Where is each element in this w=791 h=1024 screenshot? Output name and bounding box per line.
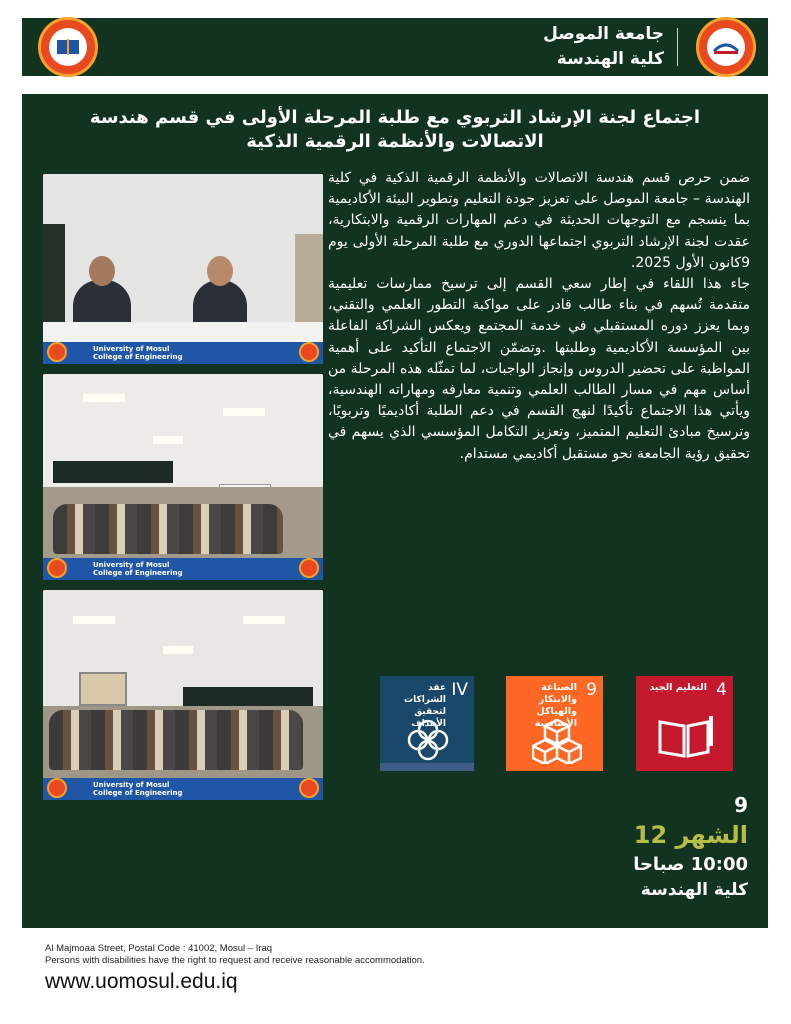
college-logo bbox=[696, 17, 756, 77]
photo-caption: University of Mosul College of Engineering bbox=[93, 345, 183, 361]
photo-banner bbox=[43, 558, 323, 580]
header-title-block bbox=[543, 22, 664, 72]
footer-address-block bbox=[45, 943, 425, 967]
book-icon bbox=[49, 28, 87, 66]
seal-icon bbox=[299, 778, 319, 798]
sdg-label: التعليم الجيد bbox=[649, 682, 707, 693]
event-place: كلية الهندسة bbox=[640, 880, 748, 900]
meeting-photo-1 bbox=[43, 174, 323, 364]
sdg-label: عقد الشراكات لتحقيق الأهداف bbox=[404, 683, 446, 729]
seal-icon bbox=[47, 342, 67, 362]
sdg-number: 4 bbox=[716, 680, 727, 700]
event-month: الشهر 12 bbox=[633, 821, 748, 849]
event-details bbox=[633, 792, 748, 902]
sdg-9-tile bbox=[506, 676, 603, 771]
seal-icon bbox=[47, 778, 67, 798]
photo-banner bbox=[43, 778, 323, 800]
university-logo bbox=[38, 17, 98, 77]
sdg-label: الصناعة والابتكار والهياكل الأساسية bbox=[534, 682, 577, 729]
cubes-icon bbox=[532, 718, 582, 764]
article-body bbox=[328, 168, 750, 465]
website-link[interactable]: www.uomosul.edu.iq bbox=[45, 970, 238, 993]
meeting-photo-3 bbox=[43, 590, 323, 800]
header-divider bbox=[677, 28, 678, 66]
sdg-17-tile bbox=[380, 676, 474, 771]
footer-address: Al Majmoaa Street, Postal Code : 41002, Mosul – Iraq bbox=[45, 943, 273, 954]
sdg-4-tile bbox=[636, 676, 733, 771]
header-bar bbox=[22, 18, 768, 76]
open-book-icon bbox=[656, 716, 716, 760]
sdg-number: 9 bbox=[586, 680, 597, 700]
article-title: اجتماع لجنة الإرشاد التربوي مع طلبة المرحلة الأولى في قسم هندسة الاتصالات والأنظمة الرقمية الذكية bbox=[89, 107, 701, 152]
partnership-flower-icon bbox=[406, 718, 450, 762]
photo-caption: University of Mosul College of Engineering bbox=[93, 781, 183, 797]
article-paragraph-1: ضمن حرص قسم هندسة الاتصالات والأنظمة الرقمية الذكية في كلية الهندسة – جامعة الموصل على تعزيز جودة التعليم وتطوير البيئة الأكاديمية بما ينسجم مع التوجهات الحديثة في دعم المهارات الرقمية والابتكارية، عقدت لجنة الإرشاد التربوي اجتماعها الدوري مع طلبة المرحلة الأولى يوم 9كانون الأول 2025. bbox=[328, 170, 750, 271]
event-time: 10:00 صباحا bbox=[633, 854, 748, 875]
photo-caption: University of Mosul College of Engineering bbox=[93, 561, 183, 577]
seal-icon bbox=[299, 342, 319, 362]
sdg-number: IV bbox=[451, 680, 468, 700]
seal-icon bbox=[299, 558, 319, 578]
footer-accessibility-note: Persons with disabilities have the right to request and receive reasonable accommodation. bbox=[45, 955, 425, 966]
news-panel bbox=[22, 94, 768, 928]
college-name: كلية الهندسة bbox=[556, 49, 664, 69]
photo-banner bbox=[43, 342, 323, 364]
meeting-photo-2 bbox=[43, 374, 323, 580]
bridge-icon bbox=[707, 28, 745, 66]
university-name: جامعة الموصل bbox=[543, 24, 664, 44]
seal-icon bbox=[47, 558, 67, 578]
event-day: 9 bbox=[734, 793, 748, 817]
article-paragraph-2: جاء هذا اللقاء في إطار سعي القسم إلى ترسيخ ممارسات تعليمية متقدمة تُسهم في بناء طالب قادر على مواكبة التطور العلمي والتقني، وبما يعزز دوره المستقبلي في خدمة المجتمع ويعكس الشراكة الفاعلة بين المؤسسة الأكاديمية وطلبتها .وتضمّن الاجتماع التأكيد على أهمية المواظبة على تحضير الدروس وإنجاز الواجبات، لما تمثّله هذه المرحلة من أساس مهم في مسار الطالب العلمي وتنمية معارفه ومهاراته الهندسية، ويأتي هذا الاجتماع تأكيدًا لنهج القسم في دعم الطلبة أكاديميًا وتربويًا، وترسيخ مبادئ التعليم المتميز، وتعزيز التكامل المؤسسي الذي يسهم في تحقيق رؤية الجامعة نحو مستقبل أكاديمي مستدام. bbox=[328, 276, 750, 462]
